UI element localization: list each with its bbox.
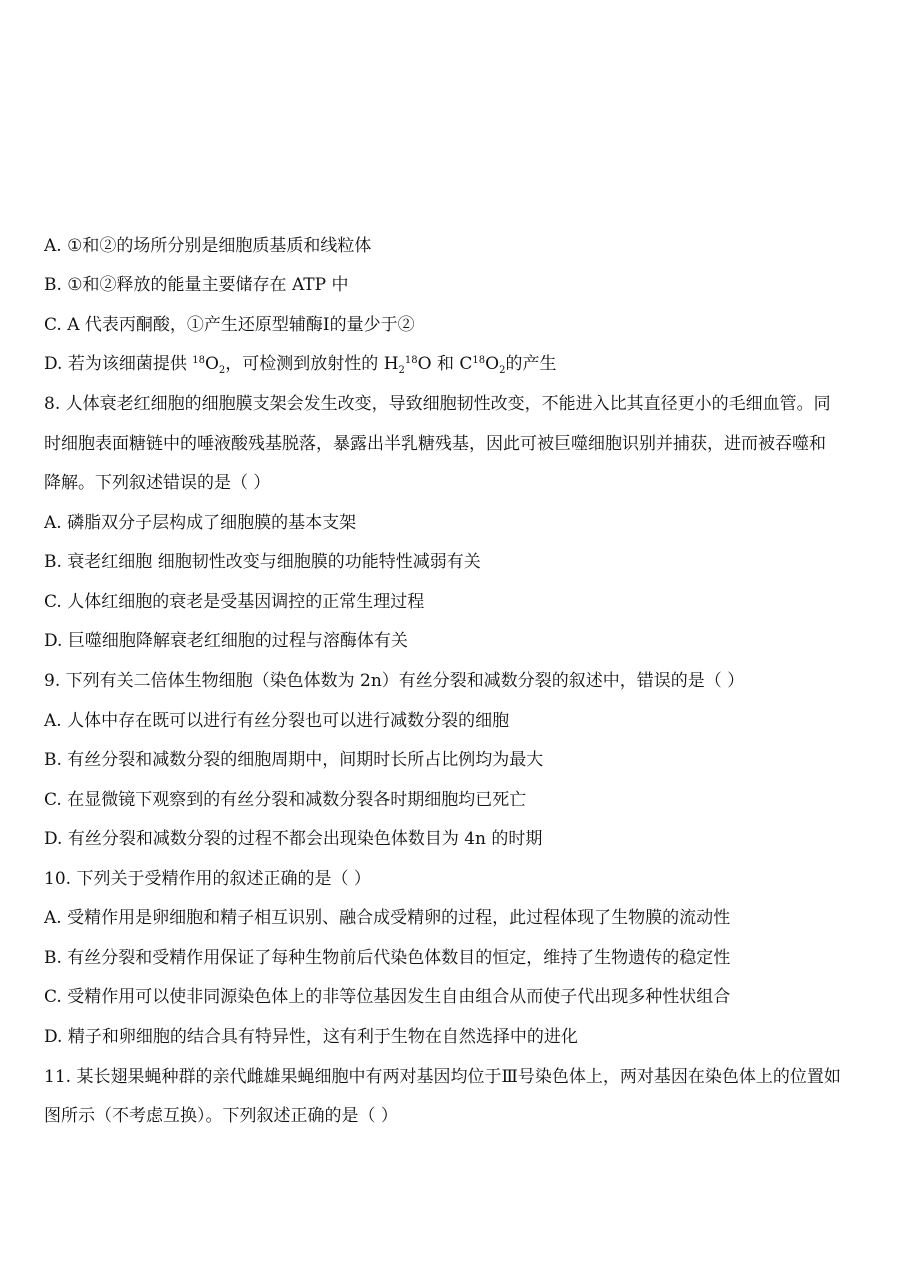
q9-option-a: A. 人体中存在既可以进行有丝分裂也可以进行减数分裂的细胞 xyxy=(44,711,510,731)
q9-option-d: D. 有丝分裂和减数分裂的过程不都会出现染色体数目为 4n 的时期 xyxy=(44,829,543,849)
q7-d-sup-3: 18 xyxy=(472,355,486,366)
q8-option-a: A. 磷脂双分子层构成了细胞膜的基本支架 xyxy=(44,513,357,533)
q7-d-mid-1: ，可检测到放射性的 H xyxy=(225,354,399,374)
q9-option-c: C. 在显微镜下观察到的有丝分裂和减数分裂各时期细胞均已死亡 xyxy=(44,790,527,810)
q11-stem-line-1: 11. 某长翅果蝇种群的亲代雌雄果蝇细胞中有两对基因均位于Ⅲ号染色体上，两对基因在染色体上的位置如 xyxy=(44,1067,841,1087)
q8-stem-line-1: 8. 人体衰老红细胞的细胞膜支架会发生改变，导致细胞韧性改变，不能进入比其直径更小的毛细血管。同 xyxy=(44,394,831,414)
q10-option-c: C. 受精作用可以使非同源染色体上的非等位基因发生自由组合从而使子代出现多种性状组合 xyxy=(44,987,731,1007)
q10-option-d: D. 精子和卵细胞的结合具有特异性，这有利于生物在自然选择中的进化 xyxy=(44,1027,578,1047)
q7-d-o: O xyxy=(204,354,219,374)
q7-option-a: A. ①和②的场所分别是细胞质基质和线粒体 xyxy=(44,236,372,256)
q7-option-d xyxy=(44,353,874,378)
q10-stem: 10. 下列关于受精作用的叙述正确的是（ ） xyxy=(44,869,371,889)
q8-option-d: D. 巨噬细胞降解衰老红细胞的过程与溶酶体有关 xyxy=(44,631,408,651)
q11-stem-line-2: 图所示（不考虑互换）。下列叙述正确的是（ ） xyxy=(44,1106,398,1126)
q7-d-sup-1: 18 xyxy=(192,355,205,366)
q7-d-sub-3: 2 xyxy=(499,365,506,376)
q8-stem-line-2: 时细胞表面糖链中的唾液酸残基脱落，暴露出半乳糖残基，因此可被巨噬细胞识别并捕获，进而被吞噬和 xyxy=(44,434,826,454)
q7-option-b: B. ①和②释放的能量主要储存在 ATP 中 xyxy=(44,275,349,295)
q10-option-a: A. 受精作用是卵细胞和精子相互识别、融合成受精卵的过程，此过程体现了生物膜的流动性 xyxy=(44,908,731,928)
q7-d-mid-2: O 和 C xyxy=(417,354,473,374)
q7-d-mid-3: O xyxy=(485,354,500,374)
q7-d-end: 的产生 xyxy=(505,354,557,374)
q9-option-b: B. 有丝分裂和减数分裂的细胞周期中，间期时长所占比例均为最大 xyxy=(44,750,544,770)
q8-option-c: C. 人体红细胞的衰老是受基因调控的正常生理过程 xyxy=(44,592,425,612)
q8-option-b: B. 衰老红细胞 细胞韧性改变与细胞膜的功能特性减弱有关 xyxy=(44,552,481,572)
q7-d-sub-2: 2 xyxy=(398,365,405,376)
q7-d-sup-2: 18 xyxy=(404,355,418,366)
q7-d-sub-1: 2 xyxy=(218,365,226,376)
q7-d-prefix: D. 若为该细菌提供 xyxy=(44,354,193,374)
q8-stem-line-3: 降解。下列叙述错误的是（ ） xyxy=(44,473,271,493)
q10-option-b: B. 有丝分裂和受精作用保证了每种生物前后代染色体数目的恒定，维持了生物遗传的稳定性 xyxy=(44,948,731,968)
q9-stem: 9. 下列有关二倍体生物细胞（染色体数为 2n）有丝分裂和减数分裂的叙述中，错误的是（ ） xyxy=(44,671,745,691)
q7-option-c: C. A 代表丙酮酸，①产生还原型辅酶Ⅰ的量少于② xyxy=(44,315,415,335)
